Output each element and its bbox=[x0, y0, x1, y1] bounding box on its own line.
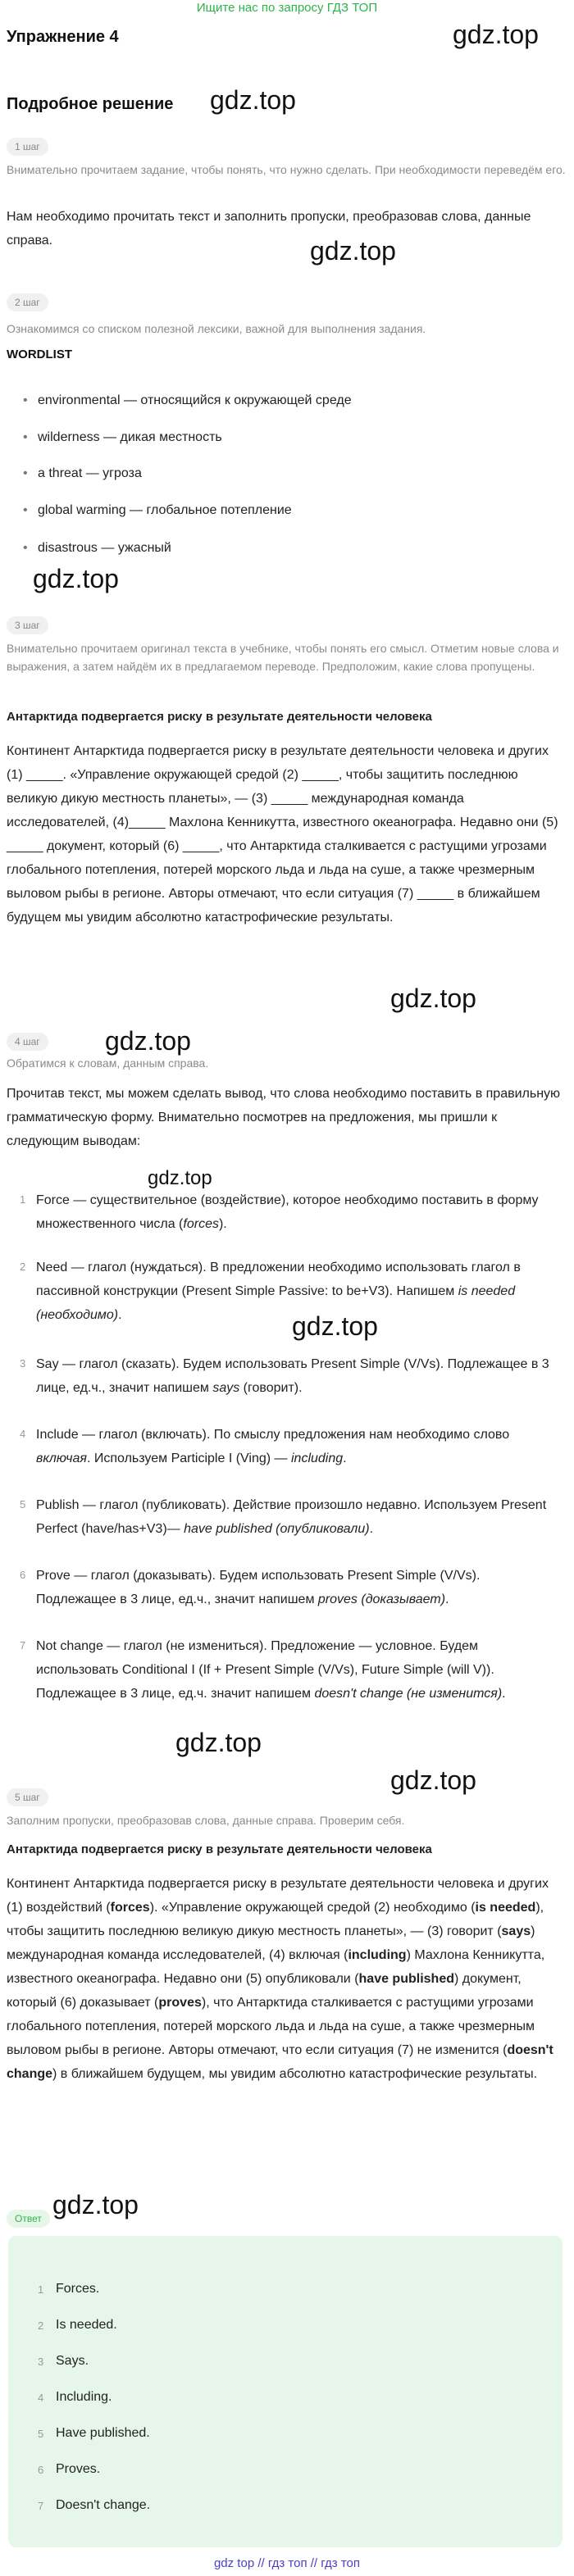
answer-item: Says. bbox=[56, 2354, 89, 2368]
step-hint: Ознакомимся со списком полезной лексики, важной для выполнения задания. bbox=[7, 322, 426, 335]
answer-number: 1 bbox=[38, 2283, 44, 2296]
analysis-item: Include — глагол (включать). По смыслу предложения нам необходимо слово включая. Используем Participle I (Ving) — including. bbox=[36, 1428, 510, 1465]
wordlist-item: • wilderness — дикая местность bbox=[38, 429, 574, 447]
watermark: gdz.top bbox=[210, 85, 296, 115]
wordlist-title: WORDLIST bbox=[7, 348, 72, 361]
watermark: gdz.top bbox=[453, 20, 539, 49]
text-title: Антарктида подвергается риску в результате деятельности человека bbox=[7, 1842, 432, 1856]
answer-number: 6 bbox=[38, 2464, 44, 2476]
filled-text: Континент Антарктида подвергается риску в результате деятельности человека и других (1) воздействий (forces). «Управление окружающей средой (2) необходимо (is needed), чтобы защитить последнюю великую дикую местность планеты», — (3) говорит (says) международная команда исследователей, (4) включая (including) Махлона Кенникутта, известного океанографа. Недавно они (5) опубликовали (have published) документ, который (6) доказывает (proves), что Антарктида сталкивается с растущими угрозами глобального потепления, потерей морского льда и льда на суше, а также чрезмерным выловом рыбы в регионе. Авторы отмечают, что если ситуация (7) не изменится (doesn't change) в ближайшем будущем, мы увидим абсолютно катастрофические результаты. bbox=[7, 1877, 554, 2081]
answer-number: 5 bbox=[38, 2428, 44, 2440]
watermark: gdz.top bbox=[310, 236, 396, 266]
answer-number: 7 bbox=[38, 2500, 44, 2512]
step-hint: Обратимся к словам, данным справа. bbox=[7, 1056, 209, 1070]
analysis-number: 4 bbox=[20, 1428, 26, 1440]
analysis-item: Not change — глагол (не измениться). Предложение — условное. Будем использовать Conditional I (If + Present Simple (V/Vs), Future Simple (will V)). Подлежащее в 3 лице, ед.ч. значит напишем doesn't change (не изменится). bbox=[36, 1639, 506, 1701]
solution-title: Подробное решение bbox=[7, 95, 174, 113]
watermark: gdz.top bbox=[33, 564, 119, 593]
analysis-number: 6 bbox=[20, 1569, 26, 1581]
text-title: Антарктида подвергается риску в результате деятельности человека bbox=[7, 710, 432, 724]
watermark: gdz.top bbox=[390, 1765, 476, 1795]
step-hint: Внимательно прочитаем задание, чтобы понять, что нужно сделать. При необходимости переведём его. bbox=[7, 163, 566, 176]
answer-item: Have published. bbox=[56, 2426, 150, 2440]
answer-item: Including. bbox=[56, 2390, 112, 2404]
analysis-number: 7 bbox=[20, 1639, 26, 1651]
analysis-number: 5 bbox=[20, 1498, 26, 1511]
step-hint: Заполним пропуски, преобразовав слова, данные справа. Проверим себя. bbox=[7, 1814, 405, 1827]
watermark: gdz.top bbox=[105, 1026, 191, 1056]
step-hint: Внимательно прочитаем оригинал текста в учебнике, чтобы понять его смысл. Отметим новые слова и выражения, а затем найдём их в предлагаемом переводе. Предположим, какие слова пропущены. bbox=[7, 642, 559, 673]
text-with-gaps: Континент Антарктида подвергается риску в результате деятельности человека и других (1) _____. «Управление окружающей средой (2) _____, чтобы защитить последнюю великую дикую местность планеты», — (3) _____ международная команда исследователей, (4)_____ Махлона Кенникутта, известного океанографа. Недавно они (5) _____ документ, который (6) _____, что Антарктида сталкивается с растущими угрозами глобального потепления, потерей морского льда и льда на суше, а также чрезмерным выловом рыбы в регионе. Авторы отмечают, что если ситуация (7) _____ в ближайшем будущем мы увидим абсолютно катастрофические результаты. bbox=[7, 744, 558, 925]
top-banner[interactable]: Ищите нас по запросу ГДЗ ТОП bbox=[196, 1, 378, 15]
analysis-item: Say — глагол (сказать). Будем использовать Present Simple (V/Vs). Подлежащее в 3 лице, ед.ч., значит напишем says (говорит). bbox=[36, 1357, 549, 1395]
step-label: 4 шаг bbox=[7, 1033, 48, 1051]
watermark: gdz.top bbox=[52, 2190, 139, 2219]
wordlist-item: • global warming — глобальное потепление bbox=[38, 502, 574, 520]
analysis-intro: Прочитав текст, мы можем сделать вывод, что слова необходимо поставить в правильную грамматическую форму. Внимательно посмотрев на предложения, мы пришли к следующим выводам: bbox=[7, 1087, 561, 1148]
watermark: gdz.top bbox=[292, 1311, 378, 1341]
answer-item: Doesn't change. bbox=[56, 2498, 151, 2512]
watermark: gdz.top bbox=[390, 984, 476, 1013]
answer-number: 4 bbox=[38, 2392, 44, 2404]
analysis-item: Need — глагол (нуждаться). В предложении необходимо использовать глагол в пассивной конструкции (Present Simple Passive: to be+V3). Напишем is needed (необходимо). bbox=[36, 1261, 521, 1322]
step-text: Нам необходимо прочитать текст и заполнить пропуски, преобразовав слова, данные справа. bbox=[7, 210, 531, 248]
wordlist-item: • a threat — угроза bbox=[38, 465, 574, 483]
answer-number: 2 bbox=[38, 2319, 44, 2332]
step-label: 5 шаг bbox=[7, 1788, 48, 1806]
analysis-number: 3 bbox=[20, 1357, 26, 1370]
answer-item: Proves. bbox=[56, 2462, 101, 2476]
analysis-item: Publish — глагол (публиковать). Действие произошло недавно. Используем Present Perfect (have/has+V3)— have published (опубликовали). bbox=[36, 1498, 547, 1536]
step-label: 1 шаг bbox=[7, 138, 48, 156]
answer-number: 3 bbox=[38, 2356, 44, 2368]
wordlist-item: • disastrous — ужасный bbox=[38, 539, 574, 557]
analysis-number: 1 bbox=[20, 1193, 26, 1206]
wordlist-item: • environmental — относящийся к окружающей среде bbox=[38, 392, 574, 410]
answer-label: Ответ bbox=[7, 2210, 50, 2228]
footer-links[interactable]: gdz top // гдз топ // гдз топ bbox=[213, 2556, 361, 2570]
step-label: 2 шаг bbox=[7, 293, 48, 311]
watermark: gdz.top bbox=[175, 1728, 262, 1757]
analysis-item: Prove — глагол (доказывать). Будем использовать Present Simple (V/Vs). Подлежащее в 3 лице, ед.ч., значит напишем proves (доказывает). bbox=[36, 1569, 481, 1606]
exercise-title: Упражнение 4 bbox=[7, 28, 119, 46]
analysis-item: Force — существительное (воздействие), которое необходимо поставить в форму множественного числа (forces). bbox=[36, 1193, 539, 1231]
watermark: gdz.top bbox=[148, 1167, 212, 1189]
step-label: 3 шаг bbox=[7, 616, 48, 634]
analysis-number: 2 bbox=[20, 1261, 26, 1273]
answer-item: Forces. bbox=[56, 2282, 100, 2296]
answer-item: Is needed. bbox=[56, 2318, 117, 2332]
